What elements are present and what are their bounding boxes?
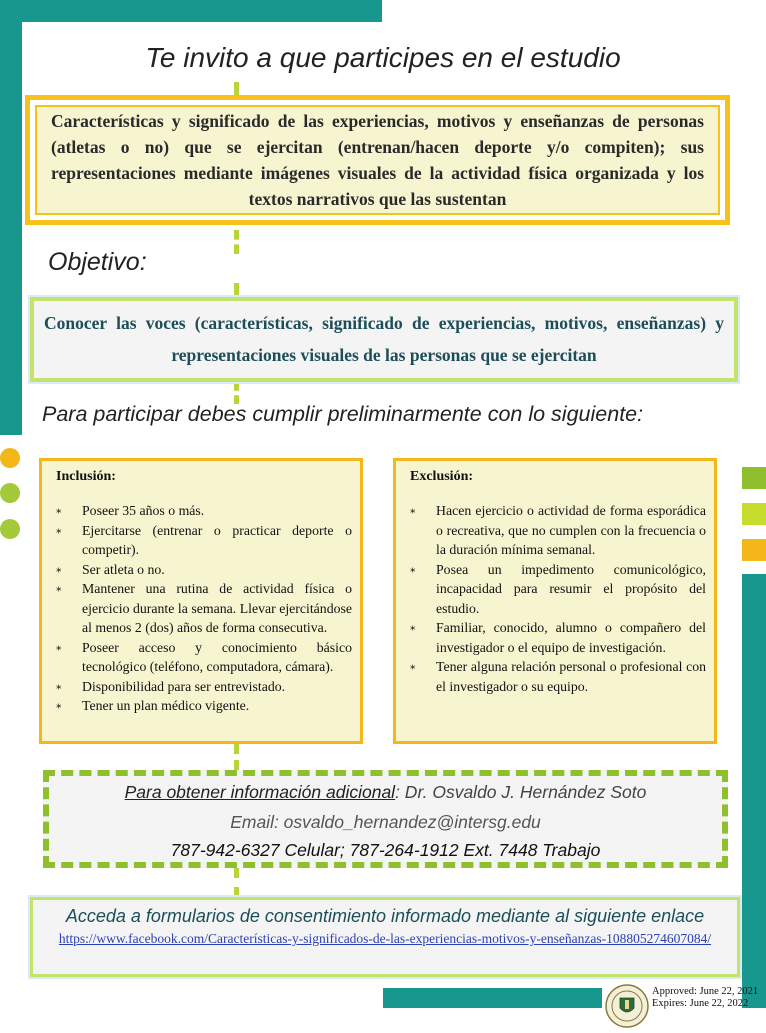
bottom-teal-bar xyxy=(383,988,602,1008)
study-title-text: Características y significado de las experiencias, motivos y enseñanzas de personas (atletas o no) que se ejercitan (entrenan/hacen deporte y/o compiten); sus representaciones mediante imágenes visuales de la actividad física organizada y los textos narrativos que las sustentan xyxy=(51,111,704,209)
connector-5 xyxy=(234,744,239,770)
connector-1 xyxy=(234,82,239,96)
study-title-box xyxy=(25,95,730,225)
list-item: ⁎ Posea un impedimento comunicológico, incapacidad para resumir el propósito del estudio. xyxy=(410,561,706,616)
requirements-heading: Para participar debes cumplir preliminarmente con lo siguiente: xyxy=(42,402,644,426)
connector-2 xyxy=(234,230,239,254)
consent-box xyxy=(30,897,740,977)
list-item: ⁎ Hacen ejercicio o actividad de forma esporádica o recreativa, que no cumplen con la frecuencia o la duración mínima semanal. xyxy=(410,503,706,557)
connector-6 xyxy=(234,868,239,897)
dot-gold xyxy=(0,448,20,468)
contact-line-1 xyxy=(49,782,722,803)
list-item: ⁎ Poseer acceso y conocimiento básico tecnológico (teléfono, computadora, cámara). xyxy=(56,639,352,674)
bullet-icon: ⁎ xyxy=(56,640,62,653)
list-item: ⁎ Ser atleta o no. xyxy=(56,560,352,580)
consent-link[interactable]: https://www.facebook.com/Características-y-significados-de-las-experiencias-motivos-y-enseñanzas-108805274607084/ xyxy=(58,931,712,946)
bullet-icon: ⁎ xyxy=(56,562,62,575)
objective-heading: Objetivo: xyxy=(48,248,147,276)
top-teal-bar xyxy=(0,0,382,22)
list-item: ⁎ Disponibilidad para ser entrevistado. xyxy=(56,677,352,697)
list-item: ⁎ Tener un plan médico vigente. xyxy=(56,696,352,716)
objective-box xyxy=(30,297,738,382)
contact-email[interactable]: Email: osvaldo_hernandez@intersg.edu xyxy=(230,812,541,832)
contact-box xyxy=(43,770,728,868)
right-teal-bar xyxy=(742,574,766,984)
list-item: ⁎ Familiar, conocido, alumno o compañero del investigador o el equipo de investigación. xyxy=(410,620,706,655)
consent-heading: Acceda a formularios de consentimiento informado mediante al siguiente enlace xyxy=(65,906,705,926)
study-title-inner xyxy=(35,105,720,215)
list-item: ⁎ Tener alguna relación personal o profesional con el investigador o su equipo. xyxy=(410,659,706,694)
square-green xyxy=(742,467,766,489)
list-item: ⁎ Poseer 35 años o más. xyxy=(56,501,352,521)
objective-text: Conocer las voces (características, significado de experiencias, motivos, enseñanzas) y representaciones visuales de las personas que se ejercitan xyxy=(44,313,724,365)
list-item: ⁎ Ejercitarse (entrenar o practicar deporte o competir). xyxy=(56,522,352,557)
dot-lime-2 xyxy=(0,519,20,539)
bullet-icon: ⁎ xyxy=(56,523,62,536)
connector-3 xyxy=(234,283,239,297)
square-gold xyxy=(742,539,766,561)
bullet-icon: ⁎ xyxy=(56,679,62,692)
approval-expires: Expires: June 22, 2022 xyxy=(652,998,749,1009)
bullet-icon: ⁎ xyxy=(410,562,416,575)
bullet-icon: ⁎ xyxy=(56,699,62,711)
exclusion-title: Exclusión: xyxy=(410,469,474,484)
bullet-icon: ⁎ xyxy=(410,504,416,516)
bullet-icon: ⁎ xyxy=(56,582,62,594)
dot-lime-1 xyxy=(0,483,20,503)
bullet-icon: ⁎ xyxy=(56,504,62,516)
bullet-icon: ⁎ xyxy=(410,621,416,633)
bullet-icon: ⁎ xyxy=(410,660,416,672)
exclusion-box xyxy=(393,458,717,744)
contact-name: : Dr. Osvaldo J. Hernández Soto xyxy=(395,782,647,802)
inclusion-box xyxy=(39,458,363,744)
square-lime xyxy=(742,503,766,525)
contact-label: Para obtener información adicional xyxy=(124,782,396,802)
approval-approved: Approved: June 22, 2021 xyxy=(652,986,759,997)
connector-4 xyxy=(234,382,239,404)
contact-phones: 787-942-6327 Celular; 787-264-1912 Ext. 7448 Trabajo xyxy=(170,840,601,860)
exclusion-list xyxy=(410,501,706,696)
page-title: Te invito a que participes en el estudio xyxy=(145,42,621,73)
inclusion-title: Inclusión: xyxy=(56,469,116,484)
list-item: ⁎ Mantener una rutina de actividad física o ejercicio durante la semana. Llevar ejercitándose al menos 2 (dos) años de forma consecutiva. xyxy=(56,581,352,635)
university-seal-icon xyxy=(605,984,649,1028)
inclusion-list xyxy=(56,501,352,716)
